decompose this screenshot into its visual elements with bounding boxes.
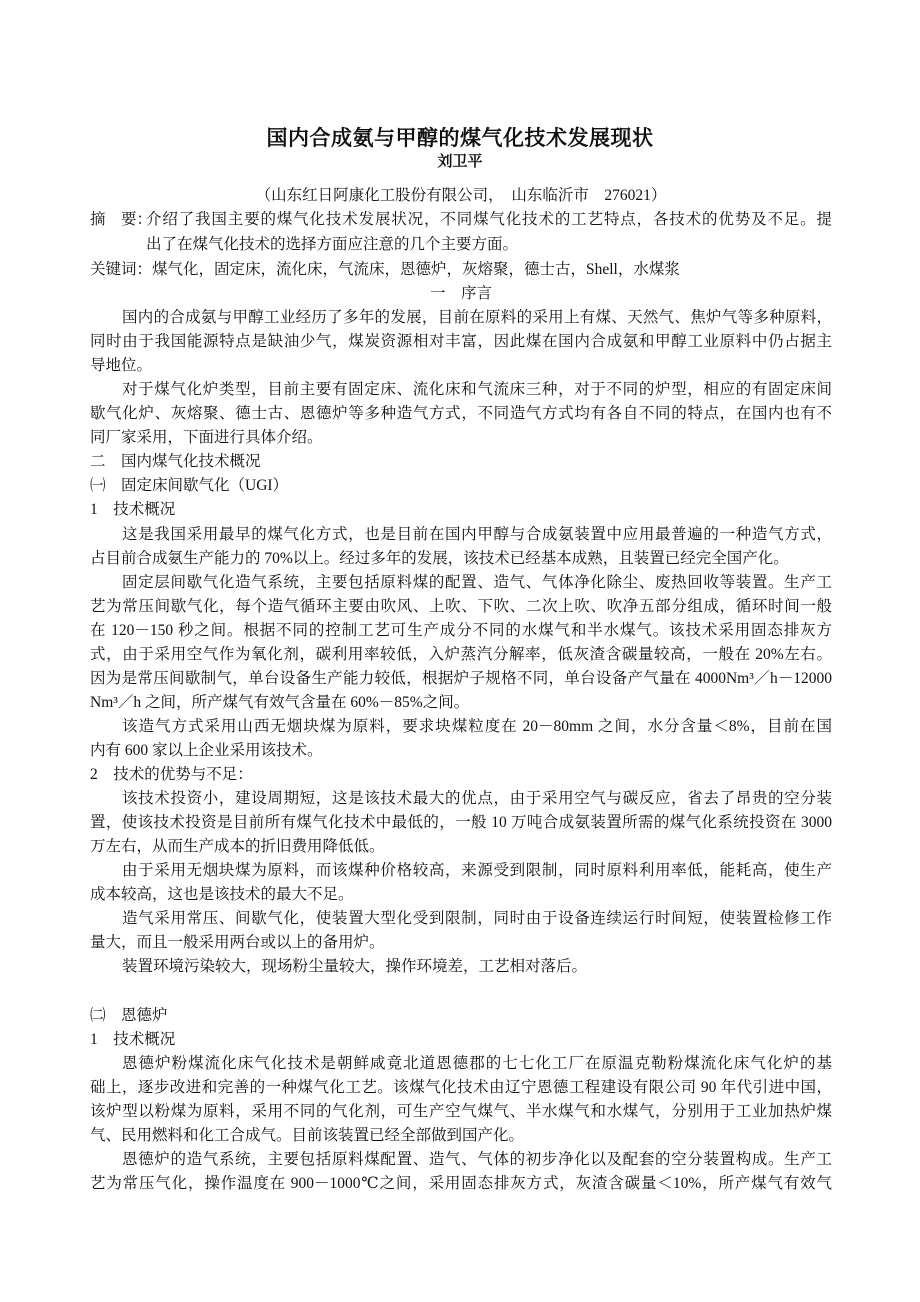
body-text-line: 对于煤气化炉类型，目前主要有固定床、流化床和气流床三种，对于不同的炉型，相应的有固定床间	[122, 381, 832, 399]
document-title: 国内合成氨与甲醇的煤气化技术发展现状	[266, 126, 654, 150]
body-text-line: 艺为常压气化，操作温度在 900－1000℃之间，采用固态排灰方式，灰渣含碳量＜10%，所产煤气有效气	[90, 1174, 832, 1192]
body-text-line: ㈡ 恩德炉	[90, 1006, 168, 1024]
body-text-line: 该造气方式采用山西无烟块煤为原料，要求块煤粒度在 20－80mm 之间，水分含量＜8%，目前在国	[122, 717, 832, 735]
body-text-line: 量大，而且一般采用两台或以上的备用炉。	[90, 934, 385, 952]
body-text-line: 础上，逐步改进和完善的一种煤气化工艺。该煤气化技术由辽宁恩德工程建设有限公司 90 年代引进中国，	[90, 1078, 832, 1096]
body-text-line: 置，使该技术投资是目前所有煤气化技术中最低的，一般 10 万吨合成氨装置所需的煤气化系统投资在 3000	[90, 814, 832, 832]
body-text-line: 内有 600 家以上企业采用该技术。	[90, 741, 323, 759]
body-text-line: 装置环境污染较大，现场粉尘量较大，操作环境差，工艺相对落后。	[122, 958, 588, 976]
body-text-line: 1 技术概况	[90, 501, 176, 519]
body-text-line: 成本较高，这也是该技术的最大不足。	[90, 886, 354, 904]
body-text-line: 这是我国采用最早的煤气化方式，也是目前在国内甲醇与合成氨装置中应用最普遍的一种造气方式，	[122, 525, 832, 543]
abstract-text-line: 介绍了我国主要的煤气化技术发展状况，不同煤气化技术的工艺特点，各技术的优势及不足。提	[146, 211, 832, 228]
body-text-line: Nm³／h 之间，所产煤气有效气含量在 60%－85%之间。	[90, 693, 470, 711]
abstract-text-line: 出了在煤气化技术的选择方面应注意的几个主要方面。	[146, 236, 519, 253]
abstract-label: 摘 要：	[90, 211, 153, 228]
body-text-line: 在 120－150 秒之间。根据不同的控制工艺可生产成分不同的水煤气和半水煤气。该技术采用固态排灰方	[90, 621, 832, 639]
body-text-line: 气、民用燃料和化工合成气。目前该装置已经全部做到国产化。	[90, 1126, 525, 1144]
body-text-line: 该炉型以粉煤为原料，采用不同的气化剂，可生产空气煤气、半水煤气和水煤气，分别用于工业加热炉煤	[90, 1102, 832, 1120]
body-text-line: 恩德炉粉煤流化床气化技术是朝鲜咸竟北道恩德郡的七七化工厂在原温克勒粉煤流化床气化炉的基	[122, 1054, 832, 1072]
body-text-line: 二 国内煤气化技术概况	[90, 453, 261, 471]
body-text-line: 式，由于采用空气作为氧化剂，碳利用率较低，入炉蒸汽分解率，低灰渣含碳量较高，一般在 20%左右。	[90, 645, 832, 663]
body-text-line: 恩德炉的造气系统，主要包括原料煤配置、造气、气体的初步净化以及配套的空分装置构成。生产工	[122, 1150, 832, 1168]
body-text-line	[90, 980, 832, 1002]
author-name: 刘卫平	[437, 152, 483, 170]
section-heading: 一 序言	[429, 285, 492, 302]
body-text-line: 因为是常压间歇制气，单台设备生产能力较低，根据炉子规格不同，单台设备产气量在 4000Nm³／h－12000	[90, 669, 832, 687]
body-text-line: 歇气化炉、灰熔聚、德士古、恩德炉等多种造气方式，不同造气方式均有各自不同的特点，在国内也有不	[90, 405, 832, 423]
body-text-line: 固定层间歇气化造气系统，主要包括原料煤的配置、造气、气体净化除尘、废热回收等装置。生产工	[122, 573, 832, 591]
body-text-line: 1 技术概况	[90, 1030, 176, 1048]
body-text-line: 造气采用常压、间歇气化，使装置大型化受到限制，同时由于设备连续运行时间短，使装置检修工作	[122, 910, 832, 928]
body-text-line: 万左右，从而生产成本的折旧费用降低低。	[90, 838, 385, 856]
keywords: 关键词：煤气化，固定床，流化床，气流床，恩德炉，灰熔聚，德士古，Shell，水煤浆	[90, 261, 680, 278]
body-text-line: 2 技术的优势与不足：	[90, 766, 253, 783]
body-text-line: 同厂家采用，下面进行具体介绍。	[90, 429, 323, 447]
body-text-line: 占目前合成氨生产能力的 70%以上。经过多年的发展，该技术已经基本成熟，且装置已经完全国产化。	[90, 549, 789, 567]
body-text-line: 由于采用无烟块煤为原料，而该煤种价格较高，来源受到限制，同时原料利用率低，能耗高，使生产	[122, 862, 832, 880]
body-text-line: 同时由于我国能源特点是缺油少气，煤炭资源相对丰富，因此煤在国内合成氨和甲醇工业原料中仍占据主	[90, 333, 832, 351]
author-affiliation: （山东红日阿康化工股份有限公司， 山东临沂市 276021）	[255, 187, 667, 204]
body-text-line: 该技术投资小，建设周期短，这是该技术最大的优点，由于采用空气与碳反应，省去了昂贵的空分装	[122, 790, 832, 808]
body-text-line: ㈠ 固定床间歇气化（UGI）	[90, 477, 289, 495]
body-text-line: 导地位。	[90, 357, 153, 375]
body-text-line: 国内的合成氨与甲醇工业经历了多年的发展，目前在原料的采用上有煤、天然气、焦炉气等多种原料，	[122, 309, 832, 327]
body-text-line: 艺为常压间歇气化，每个造气循环主要由吹风、上吹、下吹、二次上吹、吹净五部分组成，循环时间一般	[90, 597, 832, 615]
